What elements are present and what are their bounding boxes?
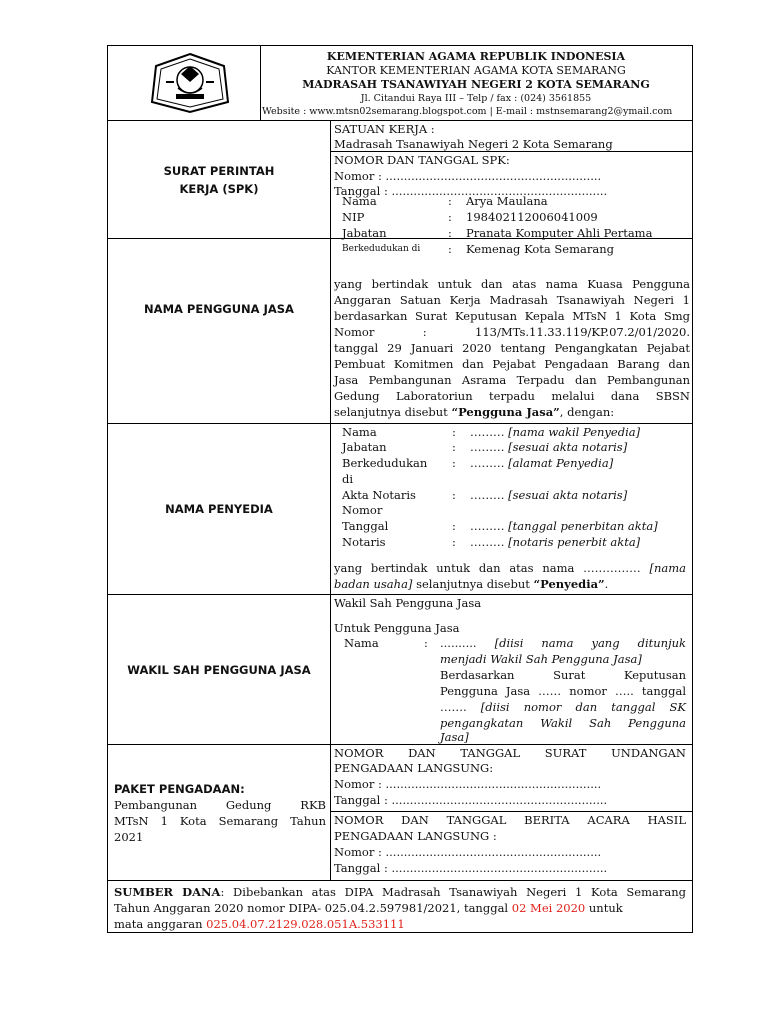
penyedia-field-value: ……… [tanggal penerbitan akta] bbox=[470, 519, 658, 533]
pengguna-field-sep: : bbox=[448, 210, 452, 224]
penyedia-field-key: Berkedudukan bbox=[342, 456, 428, 470]
paket-line-2: MTsN 1 Kota Semarang Tahun bbox=[114, 814, 326, 828]
undangan-title-2: PENGADAAN LANGSUNG: bbox=[334, 761, 494, 775]
pengguna-field-value: 198402112006041009 bbox=[466, 210, 598, 224]
ba-nomor: Nomor : ........................................................... bbox=[334, 845, 602, 859]
pengguna-para-line: Gedung Laboratoriun terpadu melalui dana SBSN bbox=[334, 389, 690, 403]
satuan-kerja-value: Madrasah Tsanawiyah Negeri 2 Kota Semarang bbox=[334, 137, 613, 151]
pengguna-field-sep: : bbox=[448, 194, 452, 208]
ba-tanggal: Tanggal : ........................................................... bbox=[334, 861, 608, 875]
kemenag-logo-icon bbox=[148, 52, 232, 114]
pengguna-para-line: tanggal 29 Januari 2020 tentang Pengangkatan Pejabat bbox=[334, 341, 690, 355]
penyedia-field-value: ……… [sesuai akta notaris] bbox=[470, 440, 628, 454]
penyedia-field-key: Akta Notaris bbox=[342, 488, 416, 502]
pengguna-para-last: selanjutnya disebut “Pengguna Jasa”, dengan: bbox=[334, 405, 615, 419]
wakil-untuk: Untuk Pengguna Jasa bbox=[334, 621, 460, 635]
pengguna-jasa-row bbox=[108, 194, 692, 424]
pengguna-field-sep: : bbox=[448, 242, 452, 256]
wakil-sah-label: WAKIL SAH PENGGUNA JASA bbox=[127, 662, 311, 677]
pengguna-para-line: Jasa Pembangunan Asrama Terpadu dan Pembangunan bbox=[334, 373, 690, 387]
penyedia-field-key: Nomor bbox=[342, 503, 383, 517]
paket-line-3: 2021 bbox=[114, 830, 144, 844]
wakil-nama-key: Nama bbox=[344, 636, 379, 650]
wakil-sah-row bbox=[108, 595, 692, 745]
pengguna-field-value: Arya Maulana bbox=[466, 194, 548, 208]
undangan-nomor: Nomor : ........................................................... bbox=[334, 777, 602, 791]
header-line-4: Jl. Citandui Raya III – Telp / fax : (024) 3561855 bbox=[360, 93, 592, 104]
paket-pengadaan-row bbox=[108, 745, 692, 881]
header-line-3: MADRASAH TSANAWIYAH NEGERI 2 KOTA SEMARANG bbox=[302, 78, 650, 91]
penyedia-row bbox=[108, 424, 692, 595]
penyedia-field-sep: : bbox=[452, 425, 456, 439]
pengguna-para-line: yang bertindak untuk dan atas nama Kuasa Pengguna bbox=[334, 277, 690, 291]
pengguna-field-key: NIP bbox=[342, 210, 365, 224]
spk-nomor-line: Nomor : ........................................................... bbox=[334, 169, 602, 183]
penyedia-field-sep: : bbox=[452, 519, 456, 533]
ba-title-2: PENGADAAN LANGSUNG : bbox=[334, 829, 497, 843]
sumber-line-3: mata anggaran 025.04.07.2129.028.051A.533111 bbox=[114, 917, 405, 931]
spk-tanggal-line: Tanggal : ........................................................... bbox=[334, 184, 608, 198]
penyedia-para-1: yang bertindak untuk dan atas nama …………… [nama bbox=[334, 561, 687, 575]
penyedia-field-value: ……… [notaris penerbit akta] bbox=[470, 535, 641, 549]
wakil-nama-sep: : bbox=[424, 636, 428, 650]
undangan-title-1: NOMOR DAN TANGGAL SURAT UNDANGAN bbox=[334, 746, 686, 760]
pengguna-field-value: Kemenag Kota Semarang bbox=[466, 242, 614, 256]
spk-document bbox=[107, 45, 693, 933]
spk-label: SURAT PERINTAH KERJA (SPK) bbox=[163, 163, 275, 196]
header-line-2: KANTOR KEMENTERIAN AGAMA KOTA SEMARANG bbox=[326, 64, 626, 77]
paket-label bbox=[114, 781, 326, 845]
penyedia-para-2: badan usaha] selanjutnya disebut “Penyedia”. bbox=[334, 577, 609, 591]
penyedia-field-value: ……… [nama wakil Penyedia] bbox=[470, 425, 641, 439]
wakil-title: Wakil Sah Pengguna Jasa bbox=[334, 596, 482, 610]
penyedia-label: NAMA PENYEDIA bbox=[165, 502, 273, 516]
sumber-line-1: SUMBER DANA: Dibebankan atas DIPA Madrasah Tsanawiyah Negeri 1 Kota Semarang bbox=[114, 885, 686, 899]
undangan-tanggal: Tanggal : ........................................................... bbox=[334, 793, 608, 807]
letterhead bbox=[108, 46, 692, 121]
penyedia-field-sep: : bbox=[452, 488, 456, 502]
sumber-dana bbox=[114, 884, 686, 932]
pengguna-jasa-label: NAMA PENGGUNA JASA bbox=[144, 301, 294, 316]
pengguna-para-line: Anggaran Satuan Kerja Madrasah Tsanawiyah Negeri 1 bbox=[334, 293, 690, 307]
penyedia-field-key: Jabatan bbox=[342, 440, 387, 454]
header-line-5: Website : www.mtsn02semarang.blogspot.com | E-mail : mstnsemarang2@ymail.com bbox=[262, 106, 673, 117]
sumber-line-2: Tahun Anggaran 2020 nomor DIPA- 025.04.2.597981/2021, tanggal 02 Mei 2020 untuk bbox=[114, 901, 623, 915]
wakil-line-2: menjadi Wakil Sah Pengguna Jasa] bbox=[440, 652, 642, 666]
penyedia-field-key: Tanggal bbox=[342, 519, 389, 533]
pengguna-field-sep: : bbox=[448, 226, 452, 240]
ba-title-1: NOMOR DAN TANGGAL BERITA ACARA HASIL bbox=[334, 813, 686, 827]
pengguna-field-value: Pranata Komputer Ahli Pertama bbox=[466, 226, 653, 240]
penyedia-field-sep: : bbox=[452, 535, 456, 549]
penyedia-field-sep: : bbox=[452, 456, 456, 470]
penyedia-field-sep: : bbox=[452, 440, 456, 454]
penyedia-field-key: di bbox=[342, 472, 354, 486]
pengguna-para-line: Pembuat Komitmen dan Pejabat Pengadaan Barang dan bbox=[334, 357, 690, 371]
wakil-line-3: Berdasarkan Surat Keputusan bbox=[440, 668, 686, 682]
pengguna-field-key: Nama bbox=[342, 194, 377, 208]
wakil-line-4: Pengguna Jasa …… nomor ….. tanggal bbox=[440, 684, 686, 698]
pengguna-field-key: Jabatan bbox=[342, 226, 387, 240]
penyedia-field-value: ……… [alamat Penyedia] bbox=[470, 456, 614, 470]
header-line-1: KEMENTERIAN AGAMA REPUBLIK INDONESIA bbox=[326, 50, 626, 63]
wakil-line-7: Jasa] bbox=[440, 730, 469, 744]
pengguna-field-key: Berkedudukan di bbox=[342, 244, 421, 254]
wakil-line-5: ……. [diisi nomor dan tanggal SK bbox=[440, 700, 687, 714]
penyedia-field-key: Nama bbox=[342, 425, 377, 439]
penyedia-field-key: Notaris bbox=[342, 535, 386, 549]
penyedia-field-value: ……… [sesuai akta notaris] bbox=[470, 488, 628, 502]
wakil-line-1: .......... [diisi nama yang ditunjuk bbox=[440, 636, 687, 650]
paket-line-1: Pembangunan Gedung RKB bbox=[114, 798, 326, 812]
pengguna-para-line: Nomor : 113/MTs.11.33.119/KP.07.2/01/2020. bbox=[334, 325, 690, 339]
pengguna-para-line: berdasarkan Surat Keputusan Kepala MTsN 1 Kota Smg bbox=[334, 309, 690, 323]
satuan-kerja-title: SATUAN KERJA : bbox=[334, 122, 435, 136]
spk-nomor-title: NOMOR DAN TANGGAL SPK: bbox=[334, 153, 510, 167]
wakil-line-6: pengangkatan Wakil Sah Pengguna bbox=[440, 716, 686, 730]
paket-title: PAKET PENGADAAN: bbox=[114, 782, 245, 796]
